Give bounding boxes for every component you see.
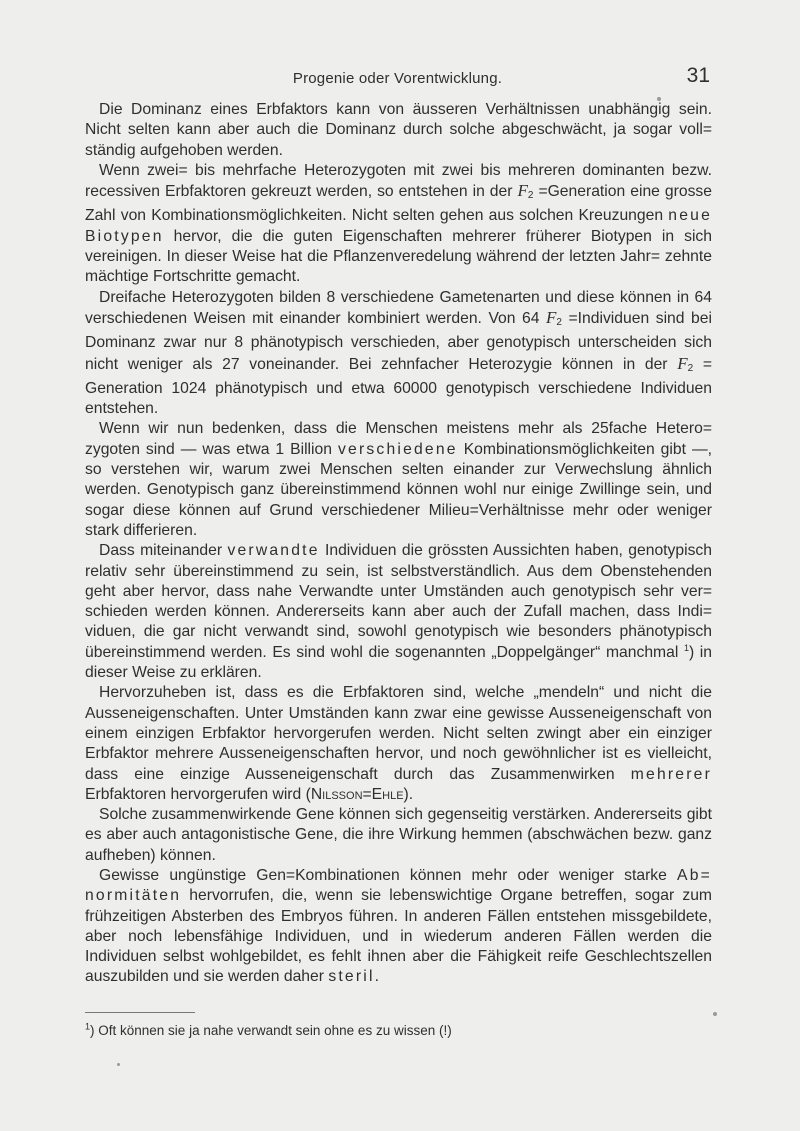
paragraph-text: Hervorzuheben ist, dass es die Erbfaktoren sind, welche „mendeln“ und nicht die Ausseneigenschaften. Unter Umständen kann zwar eine gewisse Ausseneigenschaft von einem einzigen Erbfaktor hervorgerufen werden. Nicht selten zwingt aber ein einziger Erbfaktor mehrere Ausseneigenschaften hervor, und noch gewöhnlicher ist es vielleicht, dass eine einzige Ausseneigenschaft durch das Zusammenwirken bbox=[85, 684, 712, 783]
print-speck bbox=[713, 1012, 717, 1016]
generation-subscript: 2 bbox=[687, 362, 694, 374]
paragraph-abnormitaeten bbox=[85, 866, 712, 988]
paragraph-text: Dass miteinander bbox=[99, 542, 228, 560]
body-text bbox=[85, 100, 712, 988]
paragraph-gene bbox=[85, 805, 712, 866]
paragraph-verwandte bbox=[85, 541, 712, 683]
footnote-text: ) Oft können sie ja nahe verwandt sein ohne es zu wissen (!) bbox=[90, 1023, 452, 1038]
paragraph-text: ) in dieser Weise zu erklären. bbox=[85, 643, 713, 682]
paragraph-erbfaktoren bbox=[85, 683, 712, 805]
paragraph-text: = Generation 1024 phänotypisch und etwa 60000 genotypisch verschiedene Individuen entstehen. bbox=[85, 355, 712, 418]
emphasis-spaced: mehrerer bbox=[630, 765, 712, 783]
paragraph-text: ). bbox=[403, 785, 414, 803]
footnote bbox=[85, 1022, 712, 1040]
paragraph-text: hervorrufen, die, wenn sie lebenswichtige Organe betreffen, sogar zum frühzeitigen Absterben des Embryos führen. In anderen Fällen entstehen missgebildete, aber noch lebensfähige Individuen, und in wiederum anderen Fällen werden die Individuen selbst wohlgebildet, es fehlt ihnen aber die Fähigkeit reife Geschlechtszellen auszubilden und sie werden daher bbox=[85, 887, 712, 986]
paragraph-text: Individuen die grössten Aussichten haben, genotypisch relativ sehr übereinstimmend zu sein, ist selbstverständlich. Aus dem Obenstehenden geht aber hervor, dass nahe Verwandte unter Umständen auch genotypisch sehr ver= schieden werden können. Andererseits kann aber auch der Zufall machen, dass Indi= viduen, die gar nicht verwandt sind, sowohl genotypisch wie besonders phänotypisch übereinstimmend werden. Es sind wohl die sogenannten „Doppelgänger“ manchmal bbox=[85, 542, 712, 661]
paragraph-text: Wenn zwei= bis mehrfache Heterozygoten mit zwei bis mehreren dominanten bezw. recessiven Erbfaktoren gekreuzt werden, so entstehen in der bbox=[85, 161, 712, 201]
generation-subscript: 2 bbox=[527, 190, 534, 202]
paragraph-text: =Individuen sind bei Dominanz zwar nur 8 phänotypisch verschieden, aber genotypisch unterscheiden sich nicht weniger als 27 voneinander. Bei zehnfacher Heterozygie können in der bbox=[85, 309, 712, 373]
emphasis-spaced: verwandte bbox=[227, 542, 320, 560]
paragraph-heterozygoten bbox=[85, 161, 712, 288]
footnote-marker: 1 bbox=[85, 1021, 91, 1032]
paragraph-menschen bbox=[85, 419, 712, 541]
paragraph-dreifache bbox=[85, 288, 712, 420]
paragraph-dominanz bbox=[85, 100, 712, 161]
generation-symbol: F bbox=[677, 353, 688, 373]
emphasis-spaced: steril bbox=[328, 968, 375, 986]
emphasis-spaced: Ab= normitäten bbox=[85, 866, 712, 905]
generation-symbol: F bbox=[546, 307, 557, 327]
footnote-divider bbox=[85, 1012, 195, 1013]
paragraph-text: hervor, die die guten Eigenschaften mehrerer früherer Biotypen in sich vereinigen. In dieser Weise hat die Pflanzenveredelung während der letzten Jahr= zehnte mächtige Fortschritte gemacht. bbox=[85, 227, 712, 286]
generation-subscript: 2 bbox=[556, 316, 562, 328]
footnote-reference: 1 bbox=[683, 642, 689, 653]
paragraph-text: Kombinationsmöglichkeiten gibt —, so verstehen wir, warum zwei Menschen selten einander zur Verwechslung ähnlich werden. Genotypisch ganz übereinstimmend können wohl nur einige Zwillinge sein, und sogar diese können auf Grund verschiedener Milieu=Verhältnisse mehr oder weniger stark differieren. bbox=[85, 440, 712, 539]
author-citation: Nilsson=Ehle bbox=[310, 785, 404, 803]
print-speck bbox=[117, 1063, 120, 1066]
paragraph-text: Dreifache Heterozygoten bilden 8 verschiedene Gametenarten und diese können in 64 verschiedenen Weisen mit einander kombiniert werden. Von 64 bbox=[85, 288, 712, 327]
paragraph-text: Solche zusammenwirkende Gene können sich gegenseitig verstärken. Andererseits gibt es aber auch antagonistische Gene, die ihre Wirkung hemmen (abschwächen bezw. ganz aufheben) können. bbox=[85, 806, 712, 864]
paragraph-text: . bbox=[374, 968, 380, 986]
page-header bbox=[85, 64, 710, 94]
paragraph-text: Erbfaktoren hervorgerufen wird ( bbox=[85, 785, 311, 803]
paragraph-text: Wenn wir nun bedenken, dass die Menschen meistens mehr als 25fache Hetero= zygoten sind — was etwa 1 Billion bbox=[85, 420, 712, 458]
emphasis-spaced: neue Biotypen bbox=[85, 207, 712, 245]
page-number: 31 bbox=[686, 64, 710, 87]
emphasis-spaced: verschiedene bbox=[337, 440, 458, 458]
generation-symbol: F bbox=[517, 181, 528, 201]
running-head: Progenie oder Vorentwicklung. bbox=[292, 70, 503, 87]
paragraph-text: Die Dominanz eines Erbfaktors kann von äusseren Verhältnissen unabhängig sein. Nicht selten kann aber auch die Dominanz durch solche abgeschwächt, ja sogar voll= ständig aufgehoben werden. bbox=[85, 101, 712, 159]
paragraph-text: Gewisse ungünstige Gen=Kombinationen können mehr oder weniger starke bbox=[99, 866, 678, 884]
paragraph-text: =Generation eine grosse Zahl von Kombinationsmöglichkeiten. Nicht selten gehen aus solchen Kreuzungen bbox=[85, 183, 712, 225]
